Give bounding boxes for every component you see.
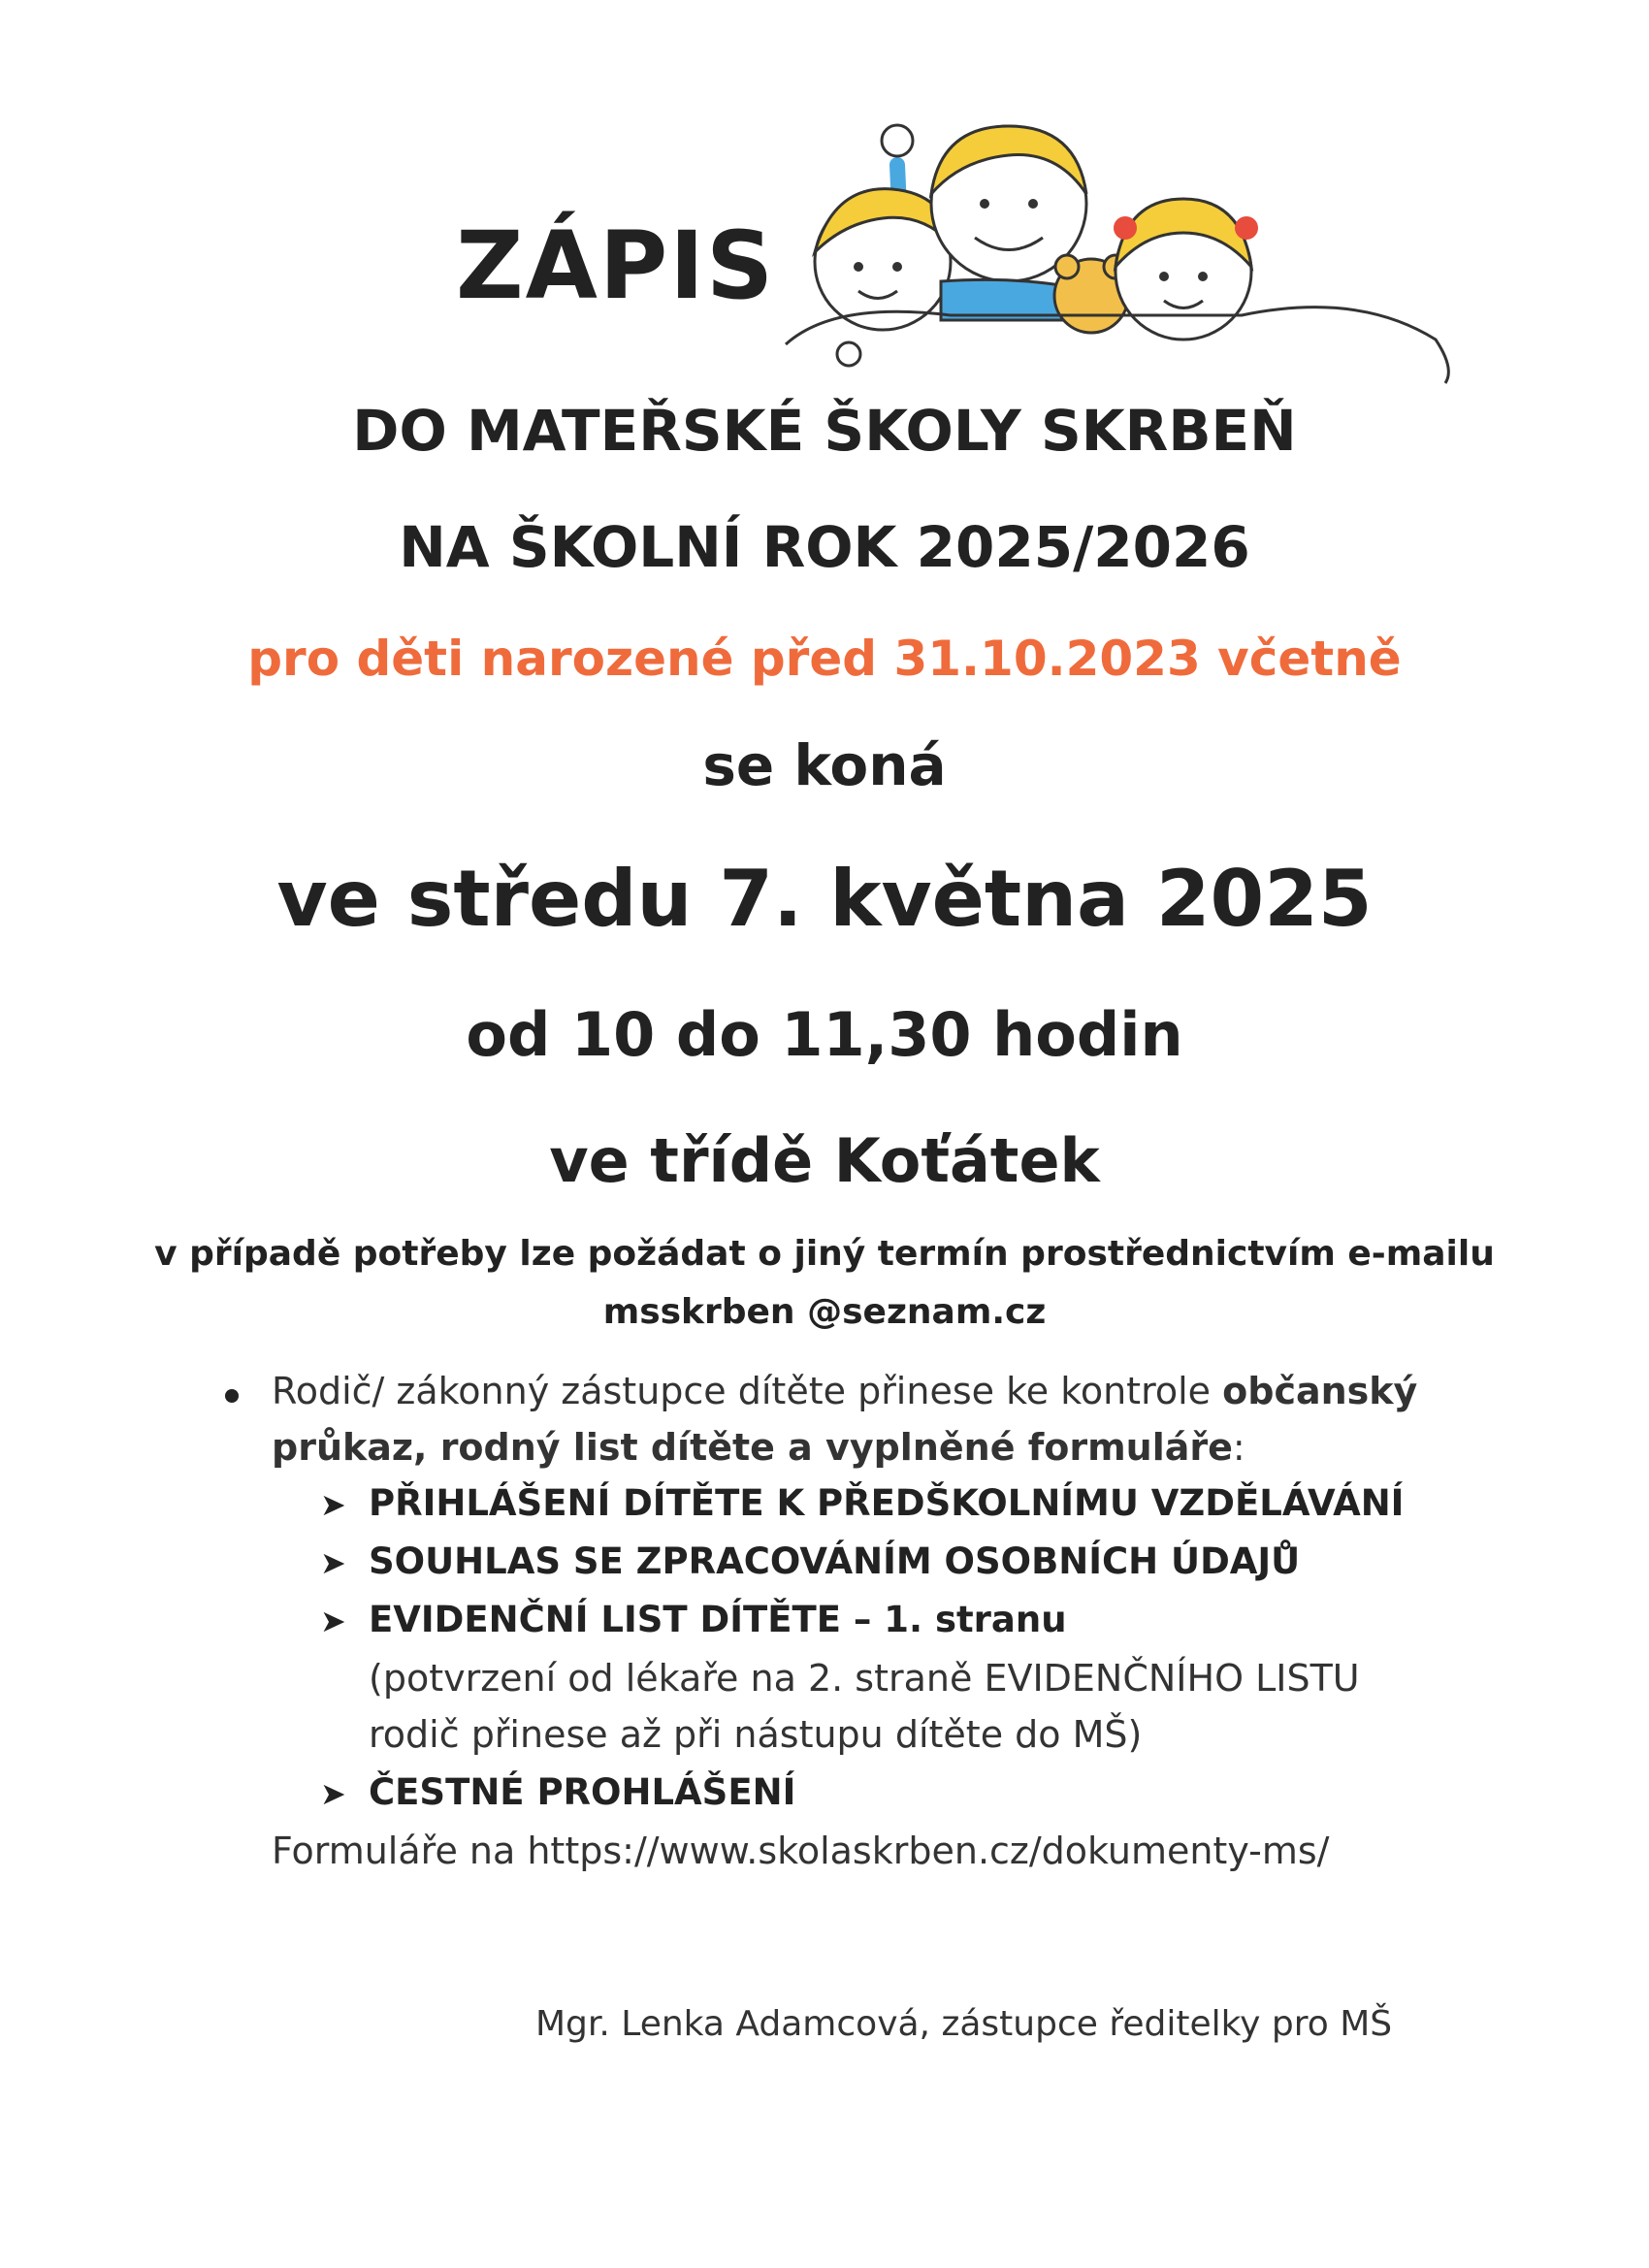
- bullet-line-2: [272, 1426, 1245, 1469]
- eligibility-text: pro děti narozené před 31.10.2023 včetně: [247, 631, 1402, 687]
- arrow-right-icon: ➤: [320, 1603, 346, 1639]
- form-item-prihlaseni: PŘIHLÁŠENÍ DÍTĚTE K PŘEDŠKOLNÍMU VZDĚLÁVÁNÍ: [369, 1482, 1405, 1524]
- place-heading: ve třídě Koťátek: [549, 1125, 1100, 1196]
- bullet-dot-icon: [225, 1389, 239, 1403]
- time-heading: od 10 do 11,30 hodin: [466, 999, 1183, 1070]
- contact-email: msskrben @seznam.cz: [602, 1292, 1047, 1332]
- form-item-evidencni-list: EVIDENČNÍ LIST DÍTĚTE – 1. stranu: [369, 1599, 1067, 1640]
- se-kona-text: se koná: [702, 732, 947, 798]
- bullet-line-2-bold: průkaz, rodný list dítěte a vyplněné formuláře: [272, 1426, 1233, 1469]
- bullet-text-start: Rodič/ zákonný zástupce dítěte přinese ke kontrole: [272, 1370, 1223, 1412]
- arrow-right-icon: ➤: [320, 1775, 346, 1812]
- bullet-text-bold: občanský: [1222, 1370, 1418, 1412]
- bullet-line-2-colon: :: [1232, 1426, 1245, 1469]
- arrow-right-icon: ➤: [320, 1544, 346, 1581]
- evidencni-list-note-1: (potvrzení od lékaře na 2. straně EVIDENČNÍHO LISTU: [369, 1657, 1360, 1700]
- page-title: ZÁPIS: [456, 211, 776, 320]
- arrow-right-icon: ➤: [320, 1486, 346, 1523]
- bullet-line-1: [272, 1370, 1417, 1412]
- date-heading: ve středu 7. května 2025: [276, 854, 1373, 944]
- forms-link[interactable]: Formuláře na https://www.skolaskrben.cz/dokumenty-ms/: [272, 1830, 1330, 1872]
- school-year-heading: NA ŠKOLNÍ ROK 2025/2026: [399, 514, 1250, 580]
- school-name-heading: DO MATEŘSKÉ ŠKOLY SKRBEŇ: [352, 398, 1297, 464]
- form-item-cestne-prohlaseni: ČESTNÉ PROHLÁŠENÍ: [369, 1771, 796, 1813]
- kids-peeking-illustration-icon: [776, 107, 1474, 388]
- signature: Mgr. Lenka Adamcová, zástupce ředitelky pro MŠ: [535, 2004, 1393, 2044]
- form-item-souhlas: SOUHLAS SE ZPRACOVÁNÍM OSOBNÍCH ÚDAJŮ: [369, 1540, 1301, 1582]
- alternate-date-note: v případě potřeby lze požádat o jiný termín prostřednictvím e-mailu: [154, 1234, 1495, 1274]
- evidencni-list-note-2: rodič přinese až při nástupu dítěte do MŠ): [369, 1713, 1143, 1756]
